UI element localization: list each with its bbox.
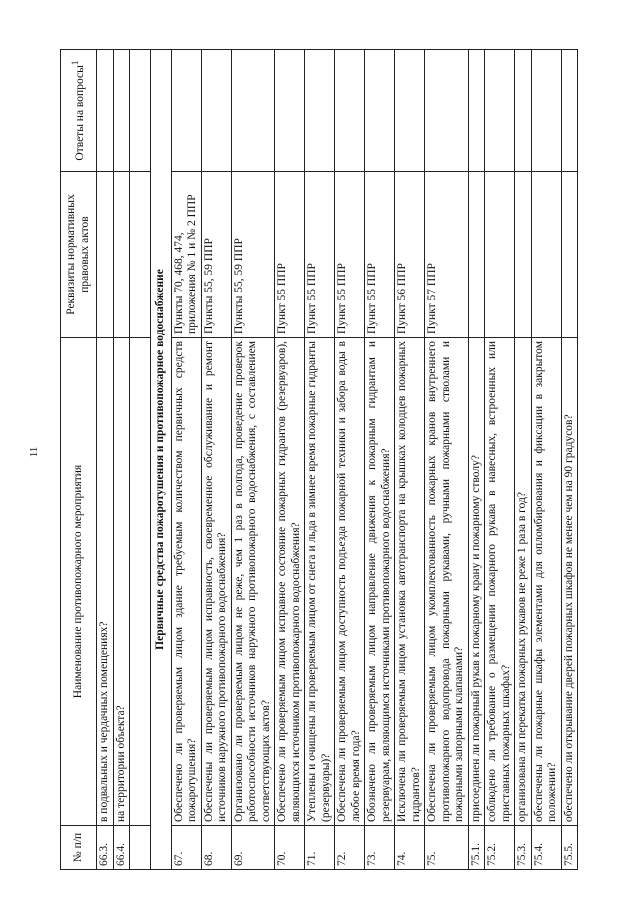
row-question: Утеплены и очищены ли проверяемым лицом от снега и льда в зимнее время пожарные гидранты (резервуары)? [305,338,335,826]
section-heading-row [151,50,172,870]
row-question: Обеспечена ли проверяемым лицом укомплектованность пожарных кранов внутреннего противопожарного водопровода пожарными рукавами, ручными пожарными стволами и пожарными запорными клапанами? [425,338,469,826]
row-question: обеспечено ли открывание дверей пожарных шкафов не менее чем на 90 градусов? [561,338,578,826]
header-name: Наименование противопожарного мероприятия [61,338,97,826]
row-answer [335,50,365,172]
table-row [275,50,305,870]
row-question: Исключена ли проверяемым лицом установка автотранспорта на крышках колодцев пожарных гидрантов? [395,338,425,826]
row-number: 71. [305,826,335,870]
row-requisites [97,172,114,338]
table-row [515,50,532,870]
table-row [335,50,365,870]
table-row [485,50,515,870]
table-row [231,50,275,870]
row-question: Организовано ли проверяемым лицом не реже, чем 1 раз в полгода, проведение проверок работоспособности источников наружного противопожарного водоснабжения, с составлением соответствующих актов? [231,338,275,826]
row-number: 73. [365,826,395,870]
table-header-row [61,50,97,870]
row-answer [231,50,275,172]
table-row [171,50,201,870]
row-requisites: Пункт 56 ППР [395,172,425,338]
row-answer [305,50,335,172]
row-answer [171,50,201,172]
header-answers-label: Ответы на вопросы [74,65,87,161]
row-answer [365,50,395,172]
row-requisites: Пункт 55 ППР [365,172,395,338]
table-row [113,50,130,870]
row-requisites: Пункт 55 ППР [335,172,365,338]
table-row [425,50,469,870]
row-question: организована ли перекатка пожарных рукавов не реже 1 раза в год? [515,338,532,826]
row-answer [561,50,578,172]
row-answer [425,50,469,172]
row-requisites: Пункт 57 ППР [425,172,469,338]
row-answer [395,50,425,172]
empty-row [130,50,151,870]
row-answer [468,50,485,172]
row-number: 68. [201,826,231,870]
row-answer [515,50,532,172]
row-requisites [113,172,130,338]
header-answers [61,50,97,172]
row-number: 67. [171,826,201,870]
page-number: 11 [28,446,40,458]
row-number: 75.2. [485,826,515,870]
rotated-table-container [60,50,620,870]
row-requisites: Пункты 55, 59 ППР [231,172,275,338]
header-requisites: Реквизиты нормативных правовых актов [61,172,97,338]
row-question: Обеспечены ли проверяемым лицом исправность, своевременное обслуживание и ремонт источников наружного противопожарного водоснабжения? [201,338,231,826]
row-requisites [515,172,532,338]
row-number: 69. [231,826,275,870]
table-row [531,50,561,870]
row-answer [201,50,231,172]
row-answer [531,50,561,172]
section-title: Первичные средства пожаротушения и противопожарное водоснабжение [151,50,172,870]
row-requisites: Пункт 55 ППР [275,172,305,338]
row-number: 70. [275,826,305,870]
row-number: 75.5. [561,826,578,870]
row-question: на территории объекта? [113,338,130,826]
row-requisites [485,172,515,338]
row-question: обеспечены ли пожарные шкафы элементами для опломбирования и фиксации в закрытом положении? [531,338,561,826]
table-row [468,50,485,870]
row-requisites: Пункт 55 ППР [305,172,335,338]
table-row [201,50,231,870]
row-question: присоединен ли пожарный рукав к пожарному крану и пожарному стволу? [468,338,485,826]
table-row [365,50,395,870]
table-row [395,50,425,870]
row-number: 75.3. [515,826,532,870]
footnote-marker: 1 [70,60,82,66]
row-answer [485,50,515,172]
row-number: 66.4. [113,826,130,870]
row-requisites [531,172,561,338]
table-row [305,50,335,870]
header-num: № п/п [61,826,97,870]
row-question: в подвальных и чердачных помещениях? [97,338,114,826]
row-question: Обозначено ли проверяемым лицом направление движения к пожарным гидрантам и резервуарам, являющимся источниками противопожарного водоснабжения? [365,338,395,826]
row-question: Обеспечена ли проверяемым лицом доступность подъезда пожарной техники и забора воды в любое время года? [335,338,365,826]
row-number: 72. [335,826,365,870]
row-answer [113,50,130,172]
row-requisites: Пункты 70, 468, 474, приложения № 1 и № 2 ППР [171,172,201,338]
row-number: 75.4. [531,826,561,870]
row-number: 75. [425,826,469,870]
row-number: 66.3. [97,826,114,870]
row-answer [275,50,305,172]
table-row [561,50,578,870]
table-row [97,50,114,870]
row-question: Обеспечено ли проверяемым лицом исправное состояние пожарных гидрантов (резервуаров), являющихся источником противопожарного водоснабжения? [275,338,305,826]
checklist-table [60,49,578,870]
row-requisites: Пункты 55, 59 ППР [201,172,231,338]
row-requisites [468,172,485,338]
row-question: Обеспечено ли проверяемым лицом здание требуемым количеством первичных средств пожаротушения? [171,338,201,826]
row-answer [97,50,114,172]
row-number: 74. [395,826,425,870]
row-question: соблюдено ли требование о размещении пожарного рукава в навесных, встроенных или приставных пожарных шкафах? [485,338,515,826]
row-requisites [561,172,578,338]
row-number: 75.1. [468,826,485,870]
